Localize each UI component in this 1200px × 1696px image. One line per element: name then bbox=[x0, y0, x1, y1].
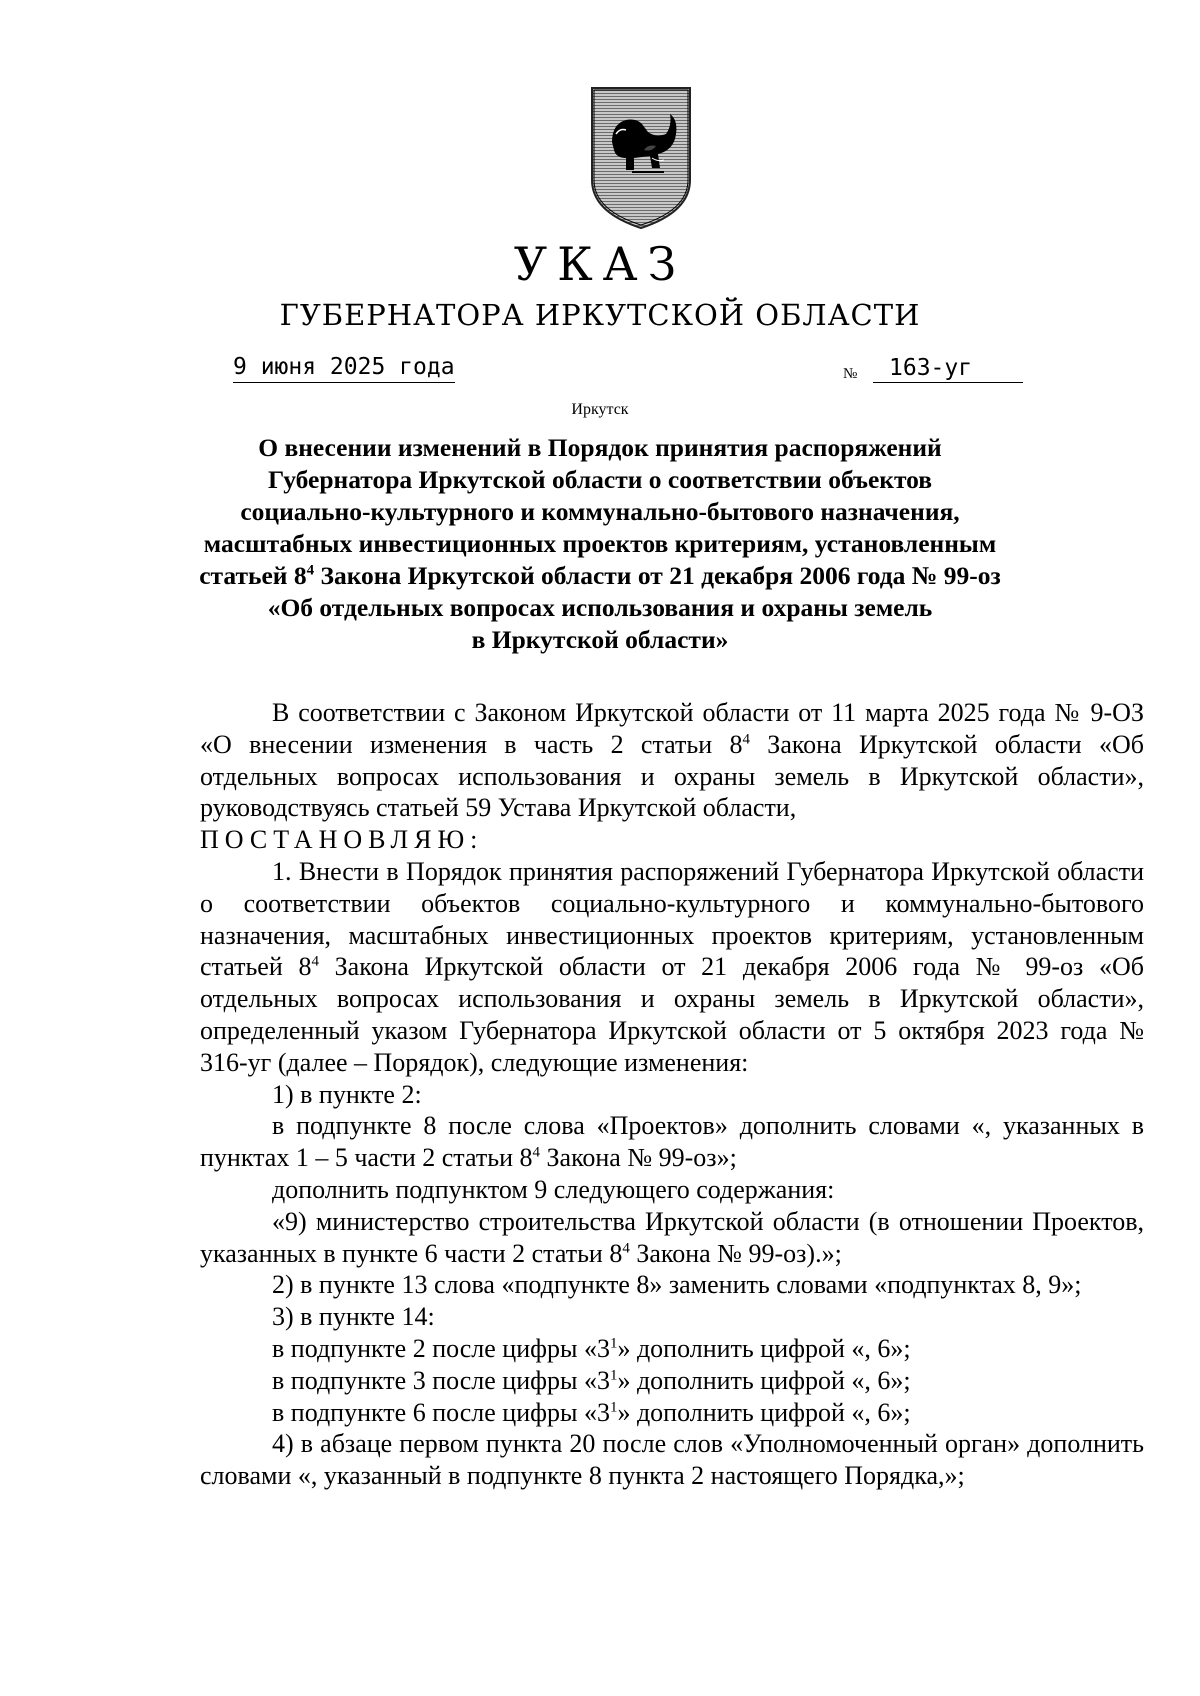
subitem-paragraph: дополнить подпунктом 9 следующего содержания: bbox=[272, 1174, 835, 1204]
subitem-paragraph: 3) в пункте 14: bbox=[272, 1302, 435, 1332]
heading-text: Закона Иркутской области от 21 декабря 2006 года № 99-оз bbox=[314, 561, 1001, 590]
subitem-paragraph bbox=[200, 1397, 1144, 1429]
document-number-block bbox=[843, 354, 1033, 384]
paragraph-text: » дополнить цифрой «, 6»; bbox=[617, 1365, 911, 1395]
document-city: Иркутск bbox=[571, 401, 629, 418]
paragraph-text: Закона № 99-оз).»; bbox=[629, 1238, 842, 1268]
heading-line: О внесении изменений в Порядок принятия распоряжений bbox=[258, 433, 942, 462]
superscript: 4 bbox=[306, 562, 315, 579]
superscript: 4 bbox=[311, 953, 319, 970]
paragraph-text: Закона Иркутской области от 21 декабря 2006 года № 99-оз «Об отдельных вопросах использования и охраны земель в Иркутской области», определенный указом Губернатора Иркутской области от 5 октября 2023 года № 316-уг (далее – Порядок), следующие изменения: bbox=[200, 952, 1144, 1077]
issuer-title: ГУБЕРНАТОРА ИРКУТСКОЙ ОБЛАСТИ bbox=[279, 298, 921, 332]
paragraph-text: «9) министерство строительства Иркутской области (в отношении Проектов, указанных в пункте 6 части 2 статьи 8 bbox=[200, 1206, 1144, 1268]
heading-text: статьей 8 bbox=[199, 561, 307, 590]
paragraph-text: Закона № 99-оз»; bbox=[540, 1143, 737, 1173]
paragraph-text: » дополнить цифрой «, 6»; bbox=[617, 1397, 911, 1427]
heading-line: социально-культурного и коммунально-бытового назначения, bbox=[240, 497, 960, 526]
heading-line bbox=[190, 560, 1010, 592]
subitem-paragraph bbox=[200, 1206, 1144, 1270]
heading-line: Губернатора Иркутской области о соответствии объектов bbox=[267, 465, 933, 494]
superscript: 4 bbox=[742, 731, 750, 748]
paragraph-text: Закона Иркутской области «Об отдельных вопросах использования и охраны земель в Иркутской области», руководствуясь статьей 59 Устава Иркутской области, bbox=[200, 729, 1145, 823]
subitem-paragraph bbox=[200, 1110, 1144, 1174]
subitem-paragraph: 1) в пункте 2: bbox=[272, 1079, 422, 1109]
superscript: 1 bbox=[609, 1398, 618, 1415]
number-sign: № bbox=[843, 366, 858, 382]
superscript: 1 bbox=[609, 1335, 618, 1352]
document-number: 163-уг bbox=[873, 354, 1023, 383]
item-1-paragraph bbox=[200, 856, 1144, 1079]
paragraph-text: 1. Внести в Порядок принятия распоряжений Губернатора Иркутской области о соответствии объектов социально-культурного и коммунально-бытового назначения, масштабных инвестиционных проектов критериям, установленным статьей 8 bbox=[200, 856, 1144, 982]
superscript: 4 bbox=[622, 1239, 630, 1256]
document-type-title: УКАЗ bbox=[513, 237, 687, 291]
paragraph-text: В соответствии с Законом Иркутской области от 11 марта 2025 года № 9-ОЗ «О внесении изменения в часть 2 статьи 8 bbox=[200, 698, 1144, 759]
preamble-paragraph bbox=[200, 697, 1144, 824]
document-date: 9 июня 2025 года bbox=[233, 352, 455, 383]
paragraph-text: в подпункте 3 после цифры «3 bbox=[272, 1365, 610, 1395]
paragraph-text: в подпункте 8 после слова «Проектов» дополнить словами «, указанных в пунктах 1 – 5 части 2 статьи 8 bbox=[200, 1111, 1144, 1173]
superscript: 1 bbox=[609, 1367, 618, 1384]
subitem-paragraph: 4) в абзаце первом пункта 20 после слов «Уполномоченный орган» дополнить словами «, указанный в подпункте 8 пункта 2 настоящего Порядка,»; bbox=[200, 1429, 1144, 1491]
paragraph-text: в подпункте 2 после цифры «3 bbox=[272, 1333, 610, 1363]
subitem-paragraph bbox=[200, 1333, 1144, 1365]
document-heading bbox=[190, 432, 1010, 656]
coat-of-arms-icon bbox=[586, 84, 696, 232]
decree-word: ПОСТАНОВЛЯЮ: bbox=[200, 825, 484, 855]
heading-line: в Иркутской области» bbox=[471, 625, 729, 654]
subitem-paragraph: 2) в пункте 13 слова «подпункте 8» заменить словами «подпунктах 8, 9»; bbox=[272, 1270, 1082, 1300]
heading-line: масштабных инвестиционных проектов критериям, установленным bbox=[203, 529, 997, 558]
document-body bbox=[200, 697, 1144, 1492]
paragraph-text: » дополнить цифрой «, 6»; bbox=[617, 1333, 911, 1363]
paragraph-text: в подпункте 6 после цифры «3 bbox=[272, 1397, 610, 1427]
heading-line: «Об отдельных вопросах использования и охраны земель bbox=[267, 593, 933, 622]
subitem-paragraph bbox=[200, 1365, 1144, 1397]
superscript: 4 bbox=[532, 1144, 540, 1161]
